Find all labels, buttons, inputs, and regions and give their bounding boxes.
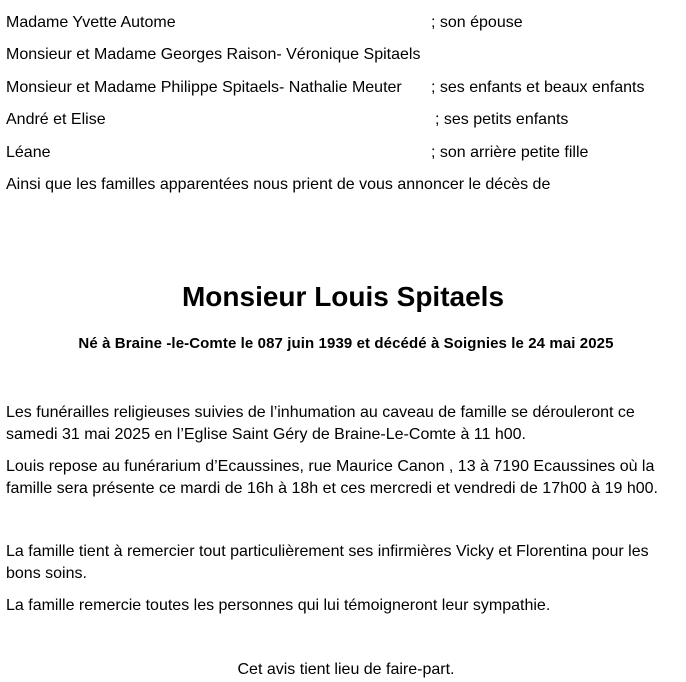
family-relation-great-grandchild: ; son arrière petite fille (431, 144, 589, 161)
deceased-name: Monsieur Louis Spitaels (181, 281, 505, 312)
family-names-spouse: Madame Yvette Autome (6, 14, 176, 31)
thanks-paragraph-line-1: La famille tient à remercier tout particulièrement ses infirmières Vicky et Florentina pour les (6, 543, 649, 560)
announcement-intro: Ainsi que les familles apparentées nous prient de vous annoncer le décès de (6, 176, 551, 193)
thanks-paragraph-line-2: bons soins. (6, 565, 87, 582)
family-names-child-2: Monsieur et Madame Philippe Spitaels- Nathalie Meuter (6, 79, 402, 96)
funeral-paragraph-line-1: Les funérailles religieuses suivies de l’inhumation au caveau de famille se dérouleront ce (6, 404, 635, 421)
rest-paragraph-line-1: Louis repose au funérarium d’Ecaussines, rue Maurice Canon , 13 à 7190 Ecaussines où la (6, 458, 655, 475)
sympathy-paragraph: La famille remercie toutes les personnes qui lui témoigneront leur sympathie. (6, 597, 551, 614)
family-names-great-grandchild: Léane (6, 144, 51, 161)
family-names-grandchildren: André et Elise (6, 111, 106, 128)
family-relation-grandchildren: ; ses petits enfants (435, 111, 569, 128)
closing-note: Cet avis tient lieu de faire-part. (237, 661, 455, 678)
rest-paragraph-line-2: famille sera présente ce mardi de 16h à 18h et ces mercredi et vendredi de 17h00 à 19 h00. (6, 480, 658, 497)
birth-death-line: Né à Braine -le-Comte le 087 juin 1939 et décédé à Soignies le 24 mai 2025 (78, 335, 614, 352)
family-relation-children: ; ses enfants et beaux enfants (431, 79, 645, 96)
funeral-paragraph-line-2: samedi 31 mai 2025 en l’Eglise Saint Géry de Braine-Le-Comte à 11 h00. (6, 426, 526, 443)
family-relation-spouse: ; son épouse (431, 14, 523, 31)
family-names-child-1: Monsieur et Madame Georges Raison- Véronique Spitaels (6, 46, 421, 63)
